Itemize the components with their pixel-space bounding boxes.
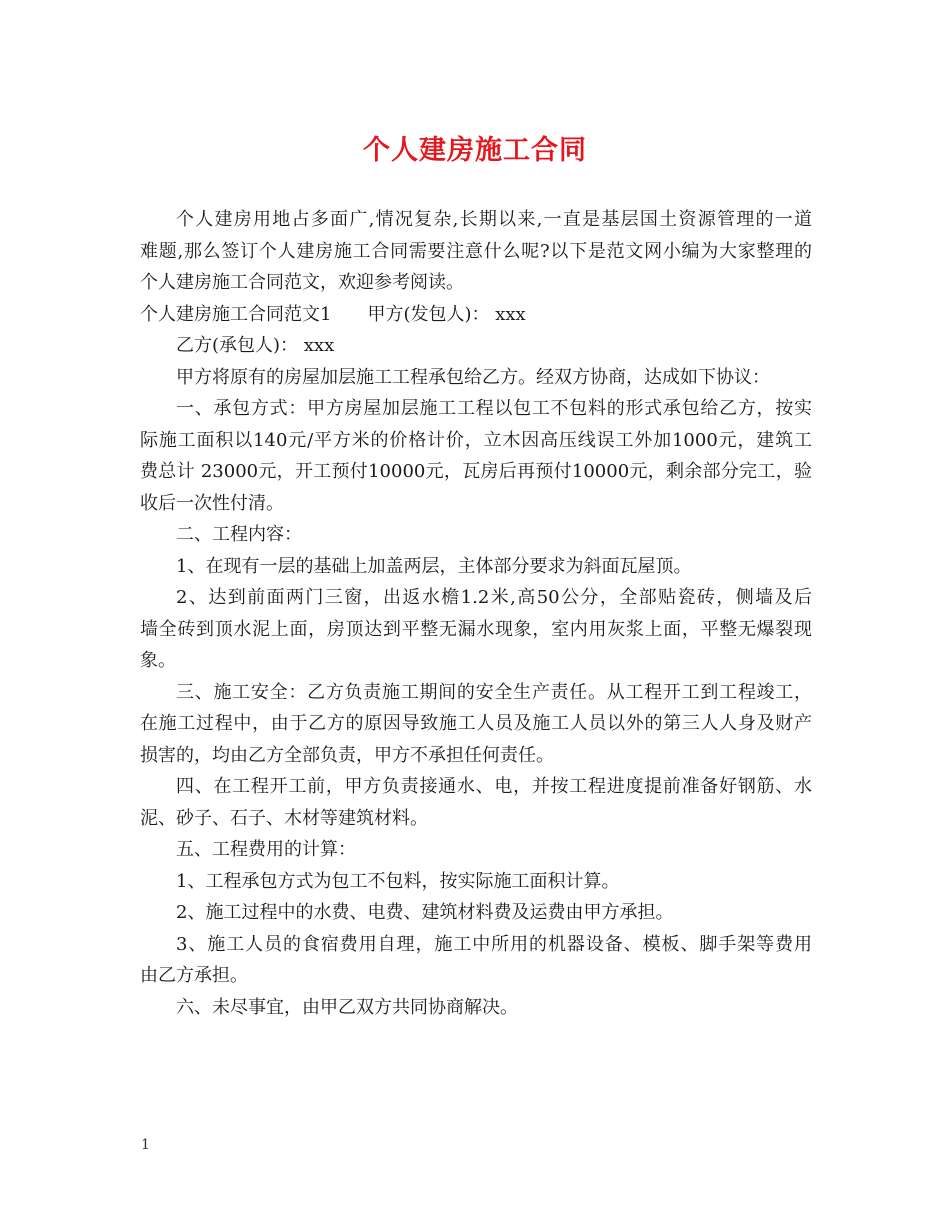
body-line: 个人建房施工合同范文1 甲方(发包人)： xxx	[140, 303, 526, 325]
body-line: 际施工面积以140元/平方米的价格计价，立木因高压线误工外加1000元，建筑工	[140, 429, 812, 451]
body-line: 三、施工安全：乙方负责施工期间的安全生产责任。从工程开工到工程竣工，	[176, 681, 812, 703]
body-line: 在施工过程中，由于乙方的原因导致施工人员及施工人员以外的第三人人身及财产	[140, 713, 812, 734]
body-line: 收后一次性付清。	[140, 492, 284, 514]
body-line: 个人建房用地占多面广,情况复杂,长期以来,一直是基层国土资源管理的一道	[176, 209, 812, 230]
body-line: 一、承包方式：甲方房屋加层施工工程以包工不包料的形式承包给乙方，按实	[176, 398, 812, 419]
page-number: 1	[141, 1137, 150, 1153]
body-line: 1、在现有一层的基础上加盖两层，主体部分要求为斜面瓦屋顶。	[176, 555, 692, 577]
body-line: 难题,那么签订个人建房施工合同需要注意什么呢?以下是范文网小编为大家整理的	[140, 240, 812, 262]
document-body	[140, 204, 812, 1023]
body-line: 泥、砂子、石子、木材等建筑材料。	[140, 807, 428, 829]
body-line: 六、未尽事宜，由甲乙双方共同协商解决。	[176, 996, 518, 1018]
body-line: 乙方(承包人)： xxx	[176, 335, 335, 356]
body-line: 1、工程承包方式为包工不包料，按实际施工面积计算。	[176, 870, 620, 892]
body-line: 由乙方承担。	[140, 965, 248, 986]
body-line: 象。	[140, 650, 176, 671]
body-line: 2、达到前面两门三窗，出返水檐1.2米,高50公分，全部贴瓷砖，侧墙及后	[176, 587, 812, 608]
body-line: 2、施工过程中的水费、电费、建筑材料费及运费由甲方承担。	[176, 902, 674, 923]
body-line: 二、工程内容：	[176, 524, 302, 545]
body-line: 五、工程费用的计算：	[176, 839, 356, 860]
body-line: 四、在工程开工前，甲方负责接通水、电，并按工程进度提前准备好钢筋、水	[176, 776, 812, 797]
body-line: 费总计 23000元，开工预付10000元，瓦房后再预付10000元，剩余部分完工，验	[140, 461, 812, 482]
body-line: 个人建房施工合同范文，欢迎参考阅读。	[140, 272, 464, 293]
body-line: 墙全砖到顶水泥上面，房顶达到平整无漏水现象，室内用灰浆上面，平整无爆裂现	[140, 618, 812, 640]
body-line: 甲方将原有的房屋加层施工工程承包给乙方。经双方协商，达成如下协议：	[176, 366, 770, 388]
body-line: 3、施工人员的食宿费用自理，施工中所用的机器设备、模板、脚手架等费用	[176, 933, 812, 955]
body-line: 损害的，均由乙方全部负责，甲方不承担任何责任。	[140, 744, 554, 766]
document-title: 个人建房施工合同	[363, 135, 587, 166]
